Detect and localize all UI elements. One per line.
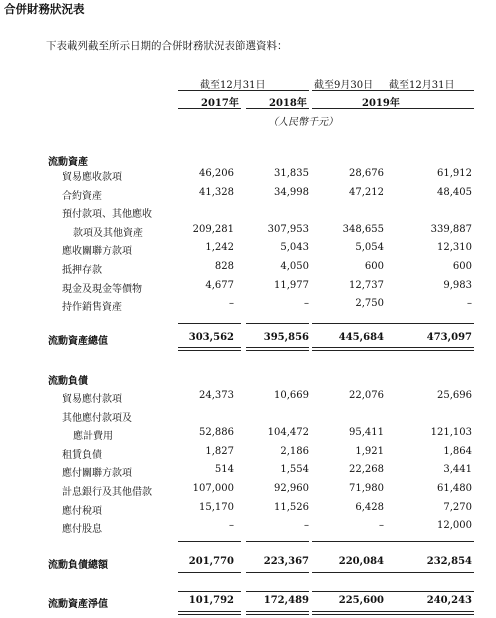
total-row-current-assets bbox=[0, 332, 496, 348]
cell-2018: 395,856 bbox=[263, 332, 309, 343]
table-row bbox=[0, 261, 496, 277]
cell-2018: 307,953 bbox=[267, 223, 309, 235]
row-label: 款項及其他資產 bbox=[73, 227, 143, 239]
cell-2019-dec: 600 bbox=[452, 261, 472, 272]
cell-2017: 24,373 bbox=[199, 390, 234, 401]
cell-2017: 209,281 bbox=[192, 223, 234, 235]
cell-2017: 107,000 bbox=[192, 483, 234, 494]
cell-2018: 11,977 bbox=[274, 279, 309, 291]
header-year-2018: 2018年 bbox=[269, 98, 307, 109]
cell-2019-dec: 240,243 bbox=[426, 595, 472, 606]
double-rule bbox=[178, 347, 241, 351]
cell-2019-sep: 6,428 bbox=[355, 501, 384, 513]
cell-2017: 828 bbox=[214, 261, 234, 272]
table-row bbox=[0, 502, 496, 518]
total-rule bbox=[312, 572, 474, 573]
cell-2019-dec: 473,097 bbox=[426, 332, 472, 343]
cell-2017: 514 bbox=[214, 464, 234, 476]
row-label: 流動負債總額 bbox=[48, 560, 108, 571]
row-label: 預付款項、其他應收 bbox=[62, 209, 152, 221]
cell-2019-sep: 2,750 bbox=[355, 298, 384, 310]
cell-2018: 104,472 bbox=[267, 427, 309, 439]
cell-2019-sep: 600 bbox=[364, 261, 384, 272]
total-rule bbox=[312, 323, 474, 324]
table-row bbox=[0, 427, 496, 443]
total-rule bbox=[178, 541, 241, 542]
cell-2019-sep: 95,411 bbox=[349, 427, 384, 439]
header-group-dec31-2019: 截至12月31日 bbox=[389, 80, 455, 91]
double-rule bbox=[178, 611, 241, 615]
header-group-sep30: 截至9月30日 bbox=[314, 80, 374, 91]
row-label: 應付稅項 bbox=[62, 505, 102, 517]
cell-2019-dec: 232,854 bbox=[426, 556, 472, 567]
row-label: 貿易應付款項 bbox=[62, 394, 122, 405]
row-label: 持作銷售資產 bbox=[62, 302, 122, 314]
table-row bbox=[0, 205, 496, 221]
cell-2019-dec: 48,405 bbox=[437, 186, 472, 198]
cell-2019-dec: 12,000 bbox=[437, 520, 472, 532]
table-row bbox=[0, 187, 496, 203]
section-heading: 流動負債 bbox=[48, 376, 88, 387]
double-rule bbox=[246, 611, 309, 615]
cell-2019-sep: 22,268 bbox=[349, 464, 384, 476]
table-row bbox=[0, 168, 496, 184]
cell-2018: 2,186 bbox=[280, 445, 309, 457]
cell-2019-sep: 1,921 bbox=[355, 445, 384, 457]
header-group-dec31: 截至12月31日 bbox=[200, 80, 266, 91]
row-label: 計息銀行及其他借款 bbox=[62, 487, 152, 498]
row-label: 應付股息 bbox=[62, 524, 102, 536]
cell-2019-dec: 3,441 bbox=[443, 464, 472, 476]
row-label: 流動資產淨值 bbox=[48, 599, 108, 610]
row-label: 應收關聯方款項 bbox=[62, 246, 132, 258]
total-rule bbox=[246, 572, 309, 573]
cell-2017: 15,170 bbox=[199, 501, 234, 513]
row-label: 現金及現金等價物 bbox=[62, 283, 142, 295]
total-rule bbox=[312, 591, 474, 592]
cell-2018: 172,489 bbox=[263, 595, 309, 606]
cell-2018: 34,998 bbox=[274, 186, 309, 198]
cell-2017: 101,792 bbox=[188, 595, 234, 606]
cell-2018: 223,367 bbox=[263, 556, 309, 567]
cell-2018: 31,835 bbox=[274, 168, 309, 179]
cell-2019-sep: 47,212 bbox=[349, 186, 384, 198]
table-row bbox=[0, 280, 496, 296]
total-rule bbox=[312, 541, 474, 542]
table-row bbox=[0, 298, 496, 314]
header-rule bbox=[246, 108, 309, 109]
row-label: 應付關聯方款項 bbox=[62, 468, 132, 480]
row-label: 合約資產 bbox=[62, 190, 102, 202]
row-label: 抵押存款 bbox=[62, 265, 102, 276]
cell-2018: 92,960 bbox=[274, 483, 309, 494]
cell-2019-dec: 339,887 bbox=[430, 223, 472, 235]
cell-2019-sep: 22,076 bbox=[349, 390, 384, 401]
table-row bbox=[0, 242, 496, 258]
header-rule bbox=[312, 90, 474, 91]
cell-2018: 11,526 bbox=[274, 501, 309, 513]
table-row bbox=[0, 390, 496, 406]
total-rule bbox=[246, 541, 309, 542]
total-rule bbox=[246, 323, 309, 324]
row-label: 流動資產總值 bbox=[48, 336, 108, 347]
header-rule bbox=[178, 90, 309, 91]
row-label: 貿易應收款項 bbox=[62, 172, 122, 183]
cell-2019-sep: – bbox=[379, 520, 384, 532]
cell-2019-dec: 61,912 bbox=[437, 168, 472, 179]
header-year-2017: 2017年 bbox=[201, 98, 239, 109]
cell-2017: 41,328 bbox=[199, 186, 234, 198]
cell-2019-dec: 1,864 bbox=[443, 445, 472, 457]
row-label: 其他應付款項及 bbox=[62, 412, 132, 424]
page-title: 合併財務狀況表 bbox=[4, 2, 85, 16]
cell-2019-sep: 71,980 bbox=[349, 483, 384, 494]
cell-2019-sep: 225,600 bbox=[338, 595, 384, 606]
cell-2017: 1,242 bbox=[205, 242, 234, 254]
cell-2017: 46,206 bbox=[199, 168, 234, 179]
cell-2017: 1,827 bbox=[205, 445, 234, 457]
header-year-2019: 2019年 bbox=[362, 98, 400, 109]
cell-2017: 201,770 bbox=[188, 556, 234, 567]
cell-2019-sep: 28,676 bbox=[349, 168, 384, 179]
cell-2019-dec: 121,103 bbox=[430, 427, 472, 439]
total-row-current-liabilities bbox=[0, 556, 496, 572]
cell-2017: – bbox=[229, 520, 234, 532]
header-rule bbox=[178, 108, 241, 109]
section-heading: 流動資產 bbox=[48, 157, 88, 168]
cell-2019-dec: 7,270 bbox=[443, 501, 472, 513]
cell-2018: 10,669 bbox=[274, 390, 309, 401]
double-rule bbox=[246, 347, 309, 351]
cell-2019-sep: 348,655 bbox=[342, 223, 384, 235]
total-rule bbox=[246, 591, 309, 592]
row-label: 應計費用 bbox=[73, 431, 113, 443]
table-row bbox=[0, 520, 496, 536]
cell-2019-dec: 12,310 bbox=[437, 242, 472, 254]
cell-2019-sep: 5,054 bbox=[355, 242, 384, 254]
cell-2019-dec: – bbox=[467, 298, 472, 310]
cell-2019-dec: 9,983 bbox=[443, 279, 472, 291]
cell-2017: 303,562 bbox=[188, 332, 234, 343]
header-rule bbox=[312, 108, 474, 109]
cell-2018: – bbox=[304, 520, 309, 532]
cell-2019-sep: 12,737 bbox=[349, 279, 384, 291]
cell-2017: – bbox=[229, 298, 234, 310]
cell-2019-dec: 61,480 bbox=[437, 483, 472, 494]
unit-label: （人民幣千元） bbox=[268, 117, 338, 128]
table-row bbox=[0, 446, 496, 462]
row-label: 租賃負債 bbox=[62, 449, 102, 461]
total-rule bbox=[178, 323, 241, 324]
table-row bbox=[0, 409, 496, 425]
cell-2019-sep: 220,084 bbox=[338, 556, 384, 567]
intro-text: 下表載列截至所示日期的合併財務狀況表節選資料： bbox=[46, 40, 288, 52]
cell-2018: 4,050 bbox=[280, 261, 309, 272]
double-rule bbox=[312, 611, 474, 615]
table-row bbox=[0, 224, 496, 240]
table-row bbox=[0, 483, 496, 499]
cell-2017: 52,886 bbox=[199, 427, 234, 439]
cell-2018: – bbox=[304, 298, 309, 310]
cell-2019-sep: 445,684 bbox=[338, 332, 384, 343]
double-rule bbox=[312, 347, 474, 351]
cell-2017: 4,677 bbox=[205, 279, 234, 291]
table-row bbox=[0, 464, 496, 480]
net-current-assets-row bbox=[0, 595, 496, 611]
cell-2018: 5,043 bbox=[280, 242, 309, 254]
cell-2019-dec: 25,696 bbox=[437, 390, 472, 401]
total-rule bbox=[178, 572, 241, 573]
total-rule bbox=[178, 591, 241, 592]
cell-2018: 1,554 bbox=[280, 464, 309, 476]
